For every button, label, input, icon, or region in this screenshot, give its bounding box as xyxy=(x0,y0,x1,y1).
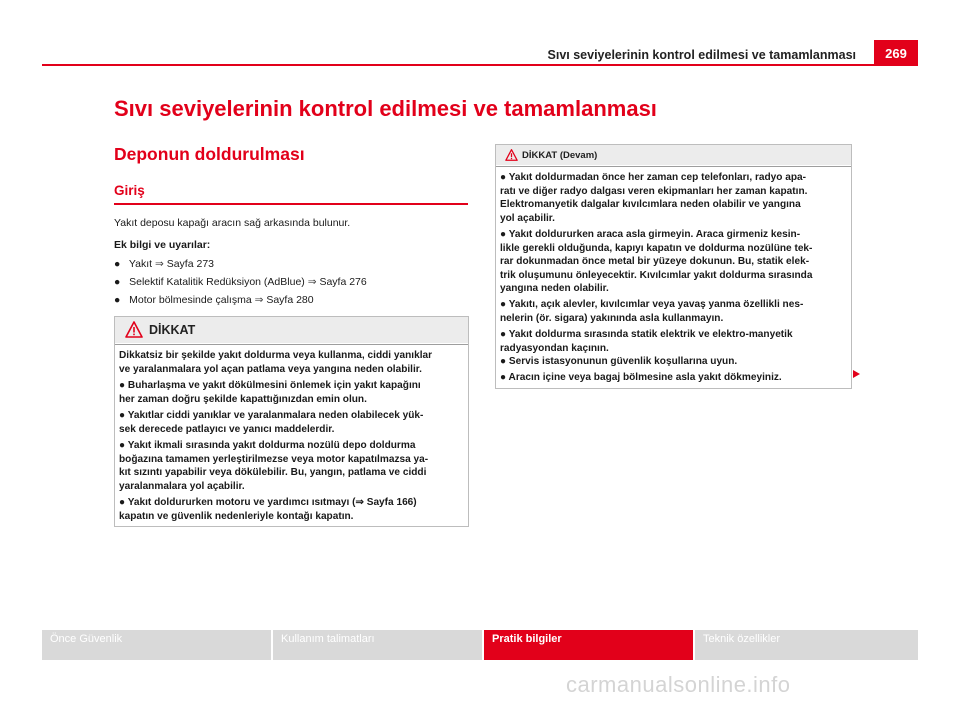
page-ref-link[interactable]: Sayfa 280 xyxy=(266,294,314,306)
watermark: carmanualsonline.info xyxy=(566,672,791,697)
warning-line: ● Yakıt doldurmadan önce her zaman cep telefonları, radyo apa- xyxy=(500,172,807,183)
warning-line: yangına neden olabilir. xyxy=(500,283,609,294)
bullet: ● xyxy=(114,294,121,306)
warning-line: rar dokunmadan önce metal bir yüzeye dokunun. Bu, statik elek- xyxy=(500,256,810,267)
warning-line: ● Yakıt doldururken motoru ve yardımcı ısıtmayı (⇒ Sayfa 166) xyxy=(119,497,417,508)
list-item xyxy=(114,275,367,289)
warning-line: Dikkatsiz bir şekilde yakıt doldurma veya kullanma, ciddi yanıklar xyxy=(119,350,433,361)
chapter-title: Sıvı seviyelerinin kontrol edilmesi ve tamamlanması xyxy=(114,96,657,121)
warning-box xyxy=(114,316,469,527)
warning-line: ● Aracın içine veya bagaj bölmesine asla yakıt dökmeyiniz. xyxy=(500,372,782,383)
warning-triangle-icon xyxy=(125,321,143,338)
bullet: ● xyxy=(114,258,121,270)
warning-line: radyasyondan kaçının. xyxy=(500,342,609,354)
footer-tab-label: Kullanım talimatları xyxy=(281,633,375,645)
warning-line: sek derecede patlayıcı ve yanıcı maddelerdir. xyxy=(119,423,335,435)
page-ref-link[interactable]: Sayfa 273 xyxy=(166,258,215,270)
header-divider xyxy=(42,64,918,66)
intro-paragraph: Yakıt deposu kapağı aracın sağ arkasında bulunur. xyxy=(114,217,351,229)
section-title: Deponun doldurulması xyxy=(114,144,305,164)
footer-tab-safety[interactable] xyxy=(42,630,271,660)
page-number: 269 xyxy=(874,40,918,66)
footer-tab-label: Önce Güvenlik xyxy=(50,633,123,645)
warning-line: yol açabilir. xyxy=(500,212,555,224)
subsection-title: Giriş xyxy=(114,183,145,198)
list-item-text: Yakıt xyxy=(128,258,153,270)
footer-tab-operation[interactable] xyxy=(273,630,482,660)
warning-label: DİKKAT (Devam) xyxy=(522,150,598,161)
subsection-divider xyxy=(114,203,468,205)
list-item xyxy=(114,293,314,307)
warning-line: her zaman doğru şekilde kapattığınızdan emin olun. xyxy=(119,393,367,405)
warning-line: ● Yakıt doldurma sırasında statik elektrik ve elektro-manyetik xyxy=(500,329,793,340)
bullet: ● xyxy=(114,276,121,288)
warning-line: ● Yakıtlar ciddi yanıklar ve yaralanmalara neden olabilecek yük- xyxy=(119,410,424,421)
warning-label: DİKKAT xyxy=(149,323,196,337)
arrow-right-icon: ⇒ xyxy=(307,276,317,288)
warning-box-continued xyxy=(495,144,852,389)
warning-line: nelerin (ör. sigara) yakınında asla kullanmayın. xyxy=(500,312,724,324)
more-info-heading: Ek bilgi ve uyarılar: xyxy=(114,239,211,251)
warning-line: likle gerekli olduğunda, kapıyı kapatın ve doldurma nozülüne tek- xyxy=(500,242,813,254)
warning-line: ● Yakıtı, açık alevler, kıvılcımlar veya yavaş yanma özellikli nes- xyxy=(500,299,804,310)
footer-tab-label: Pratik bilgiler xyxy=(492,633,562,645)
arrow-right-icon: ⇒ xyxy=(254,294,264,306)
warning-line: ● Yakıt doldururken araca asla girmeyin. Araca girmeniz kesin- xyxy=(500,229,801,240)
warning-line: trik oluşumunu önleyecektir. Kıvılcımlar yakıt doldurma sırasında xyxy=(500,269,813,281)
list-item xyxy=(114,257,214,271)
warning-line: ● Servis istasyonunun güvenlik koşullarına uyun. xyxy=(500,356,738,367)
continue-arrow-icon xyxy=(853,370,860,378)
warning-line: kapatın ve güvenlik nedenleriyle kontağı kapatın. xyxy=(119,510,354,522)
warning-line: ratı ve diğer radyo dalgası veren ekipmanları her zaman kapatın. xyxy=(500,185,808,197)
footer-tab-label: Teknik özellikler xyxy=(703,633,781,645)
warning-line: yaralanmalara yol açabilir. xyxy=(119,480,245,492)
warning-header-divider xyxy=(115,344,468,345)
warning-header xyxy=(115,317,468,343)
warning-line: kıt sızıntı yapabilir veya dökülebilir. Bu, yangın, patlama ve ciddi xyxy=(119,467,427,478)
running-header-title: Sıvı seviyelerinin kontrol edilmesi ve tamamlanması xyxy=(547,48,856,62)
page-ref-link[interactable]: Sayfa 276 xyxy=(319,276,367,288)
warning-header xyxy=(496,145,851,165)
footer-tab-technical[interactable] xyxy=(695,630,918,660)
footer-tab-practical[interactable] xyxy=(484,630,693,660)
arrow-right-icon: ⇒ xyxy=(154,258,164,270)
warning-triangle-icon xyxy=(505,149,518,161)
warning-line: ● Yakıt ikmali sırasında yakıt doldurma nozülü depo doldurma xyxy=(119,440,416,451)
list-item-text: Motor bölmesinde çalışma xyxy=(129,294,252,306)
warning-header-divider xyxy=(496,166,851,167)
warning-line: ● Buharlaşma ve yakıt dökülmesini önlemek için yakıt kapağını xyxy=(119,380,421,391)
list-item-text: Selektif Katalitik Redüksiyon (AdBlue) xyxy=(129,276,305,288)
warning-line: ve yaralanmalara yol açan patlama veya yangına neden olabilir. xyxy=(119,363,422,375)
warning-line: Elektromanyetik dalgalar kıvılcımlara neden olabilir ve yangına xyxy=(500,199,801,210)
warning-line: boğazına tamamen yerleştirilmezse veya motor kapatılmazsa ya- xyxy=(119,453,429,465)
